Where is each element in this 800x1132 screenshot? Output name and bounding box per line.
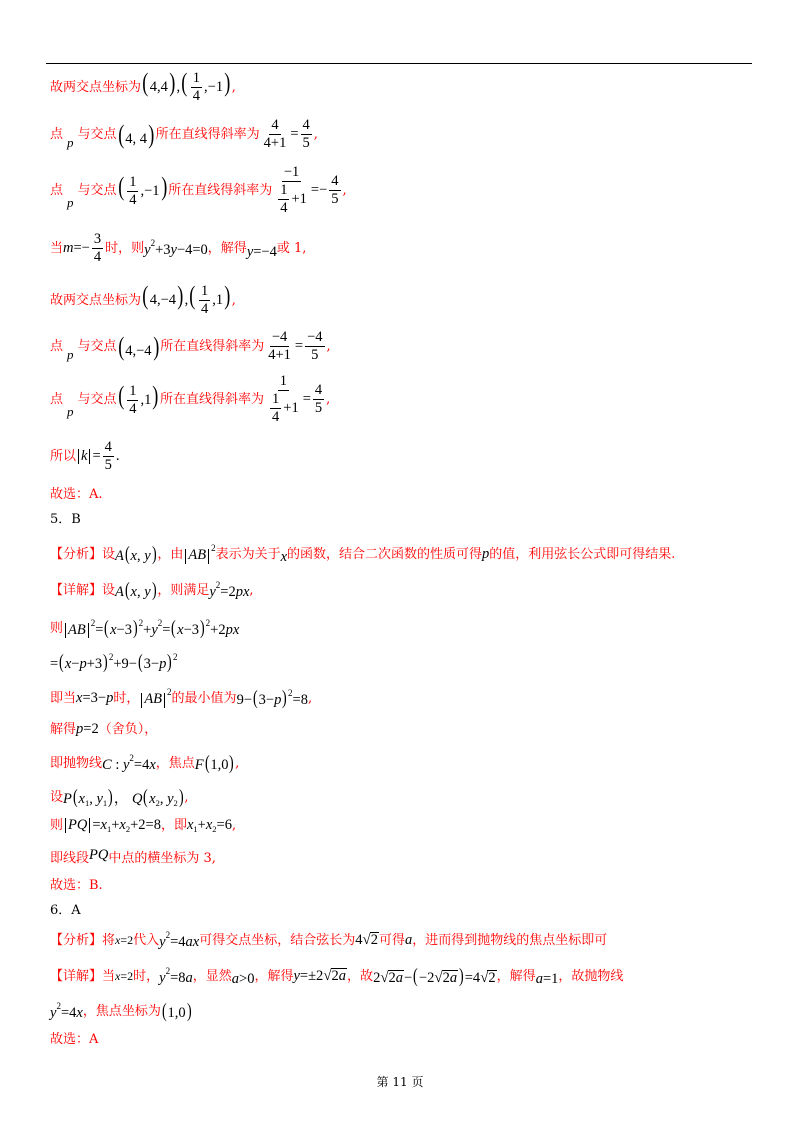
- math-y-roots: y=±2√2a: [293, 968, 347, 984]
- line-13: [50, 618, 239, 638]
- text: 则: [50, 620, 64, 636]
- math-expansion: AB $^2=(x-3)^2+y^2=(x-3)^2+2px$: [63, 618, 239, 638]
- text: 【详解】当: [50, 968, 116, 984]
- text: 与交点: [77, 339, 117, 355]
- math-slope-3: $\frac{-4}{4+1}$ = $\frac{-4}{5}$: [268, 329, 323, 364]
- math-equation: $y^2+3y-4=0$: [144, 238, 208, 259]
- line-2: 点 p 与交点 (4, 4) 所在直线得斜率为 $\frac{4}{4+1}$ = $\frac{4}{5}$ ,: [50, 117, 318, 152]
- math-focus: F(1,0): [194, 752, 235, 774]
- line-24: [50, 966, 623, 987]
- math-point-A: A(x, y): [115, 579, 157, 601]
- text: ，故: [347, 968, 374, 984]
- math-slope-2: −1 $\frac{1}{4}$ +1 =− $\frac{4}{5}$: [280, 164, 339, 217]
- answer-5: 5．B: [50, 512, 81, 527]
- math-point: (4,−4): [117, 331, 159, 361]
- math-a-pos: a>0: [231, 971, 255, 988]
- math-point: (4, 4): [117, 119, 155, 149]
- text: 所在直线得斜率为: [160, 339, 265, 355]
- math-intersection-points: (4,−4),( $\frac{1}{4}$ ,1): [142, 281, 231, 318]
- math-point: ( $\frac{1}{4}$ ,−1): [117, 171, 167, 208]
- text: 可得交点坐标，结合弦长为: [199, 932, 356, 948]
- math-chord-length: PQ $=x_1+x_2+2=8$: [63, 818, 161, 834]
- page-number: 第 11 页: [376, 1075, 424, 1089]
- math-point: ( $\frac{1}{4}$ ,1): [117, 380, 159, 417]
- math-focus-final: (1,0): [161, 1000, 192, 1022]
- text: 与交点: [77, 183, 117, 199]
- math-a-eq-1: a=1: [535, 971, 559, 988]
- text: 所在直线得斜率为: [168, 183, 273, 199]
- text: ，由: [157, 546, 184, 562]
- text: 【详解】设: [50, 582, 116, 598]
- text: 解得: [50, 721, 77, 737]
- text: 当: [50, 241, 64, 257]
- line-25: [50, 1001, 192, 1021]
- line-11: [50, 544, 675, 564]
- math-slope-4: 1 $\frac{1}{4}$ +1 = $\frac{4}{5}$: [272, 373, 323, 426]
- line-20: [50, 847, 216, 866]
- line-23: [50, 931, 607, 950]
- math-x: x: [280, 548, 288, 565]
- line-7: 点 p 与交点 ( $\frac{1}{4}$ ,1) 所在直线得斜率为 1 $\frac{1}{4}$ +1 = $\frac{4}{5}$ ,: [50, 373, 331, 426]
- text: 点: [50, 339, 64, 355]
- text: ，则满足: [157, 582, 210, 598]
- answer-6: 6．A: [50, 903, 81, 918]
- text: 设: [50, 789, 64, 805]
- text: 时，则: [105, 241, 145, 257]
- line-17: 即抛物线 C : $y^2=4x$ ，焦点 F(1,0) ,: [50, 752, 240, 774]
- text: 的函数，结合二次函数的性质可得: [287, 546, 483, 562]
- text: 可得: [378, 932, 405, 948]
- line-15: 即当 x=3−p 时， AB $^2$ 的最小值为 $9-(3-p)^2=8$ ,: [50, 687, 313, 709]
- line-26: 故选：A: [50, 1032, 99, 1047]
- math-m-value: m=− $\frac{3}{4}$: [63, 231, 102, 266]
- math-y-sq-8a: $y^2=8a$: [159, 966, 193, 987]
- text: 点: [50, 127, 64, 143]
- math-points-PQ: $P(x_1$, $y_1$)， $Q(x_2$, $y_2$): [63, 786, 184, 808]
- text: 时，: [133, 968, 160, 984]
- text: 与交点: [77, 127, 117, 143]
- text: 【分析】将: [50, 932, 116, 948]
- text: 时，: [113, 690, 140, 706]
- line-6: 点 p 与交点 (4,−4) 所在直线得斜率为 $\frac{-4}{4+1}$ = $\frac{-4}{5}$ ,: [50, 329, 331, 364]
- text: 与交点: [77, 392, 117, 408]
- line-9: 故选：A.: [50, 487, 103, 502]
- line-8: [50, 440, 120, 473]
- math-min-value: $9-(3-p)^2=8$: [236, 687, 308, 709]
- math-intersection-points: (4,4),( $\frac{1}{4}$ ,−1): [142, 68, 231, 105]
- text: 即线段: [50, 850, 90, 866]
- text: 所在直线得斜率为: [155, 127, 260, 143]
- text: 代入: [133, 932, 160, 948]
- text: 则: [50, 818, 64, 834]
- math-parabola: $y^2=2px$: [209, 579, 250, 600]
- text: ，即: [160, 818, 187, 834]
- text: 的值，利用弦长公式即可得结果.: [489, 546, 676, 562]
- line-21: 故选：B.: [50, 878, 103, 893]
- text: ，解得: [207, 241, 247, 257]
- math-abs-AB-sq: AB $^2$: [183, 544, 215, 563]
- text: ，焦点坐标为: [82, 1003, 161, 1019]
- text: ，进而得到抛物线的焦点坐标即可: [412, 932, 608, 948]
- math-abs-AB-sq: AB $^2$: [139, 688, 171, 707]
- text: 故两交点坐标为: [50, 292, 142, 308]
- math-parabola-final: $y^2=4x$: [50, 1000, 83, 1021]
- math-chord-eq: 2√2a−(−2√2a )=4√2: [373, 965, 496, 987]
- text: 所在直线得斜率为: [160, 392, 265, 408]
- text: （舍负），: [98, 721, 158, 737]
- math-x-eq-2: x=2: [115, 933, 134, 948]
- math-root: y=−4: [246, 244, 277, 261]
- math-slope-1: $\frac{4}{4+1}$ = $\frac{4}{5}$: [263, 117, 310, 152]
- line-19: 则 PQ $=x_1+x_2+2=8$ ，即 $x_1+x_2=6$ ,: [50, 817, 237, 834]
- math-p-value: p=2: [76, 721, 99, 737]
- text: 即抛物线: [50, 755, 103, 771]
- text: 【分析】设: [50, 546, 116, 562]
- text: ，解得: [254, 968, 294, 984]
- line-16: [50, 722, 157, 737]
- text: 的最小值为: [171, 690, 237, 706]
- line-5: 故两交点坐标为 (4,−4),( $\frac{1}{4}$ ,1) ,: [50, 281, 236, 318]
- text: 所以: [50, 449, 77, 465]
- text: 点: [50, 392, 64, 408]
- math-x-eq-2: x=2: [115, 969, 134, 984]
- text: 表示为关于: [215, 546, 281, 562]
- line-3: 点 p 与交点 ( $\frac{1}{4}$ ,−1) 所在直线得斜率为 −1 $\frac{1}{4}$ +1 =− $\frac{4}{5}$ ,: [50, 164, 347, 217]
- line-18: 设 $P(x_1$, $y_1$)， $Q(x_2$, $y_2$) ,: [50, 786, 189, 808]
- line-12: 【详解】设 A(x, y) ，则满足 $y^2=2px$ ,: [50, 579, 254, 601]
- text: 或 1,: [276, 241, 307, 257]
- math-point-A: A(x, y): [115, 543, 157, 565]
- math-abs-k: k = $\frac{4}{5}$ .: [76, 440, 120, 473]
- header-rule: [46, 63, 752, 64]
- text: ，显然: [192, 968, 232, 984]
- math-sum: $x_1+x_2=6$: [186, 817, 232, 834]
- math-chord-4sqrt2: 4√2: [355, 931, 378, 948]
- text: ，焦点: [155, 755, 195, 771]
- text: ，解得: [496, 968, 536, 984]
- math-x-value: x=3−p: [76, 689, 114, 706]
- line-4: [50, 232, 306, 265]
- math-completed-square: $=(x-p+3)^2+9-(3-p)^2$: [50, 651, 178, 673]
- text: 即当: [50, 690, 77, 706]
- text: ，故抛物线: [558, 968, 624, 984]
- math-p: p: [482, 545, 490, 562]
- math-PQ: PQ: [89, 847, 109, 863]
- text: 中点的横坐标为 3,: [108, 850, 216, 866]
- text: 点: [50, 183, 64, 199]
- line-1: 故两交点坐标为 (4,4),( $\frac{1}{4}$ ,−1) ,: [50, 68, 236, 105]
- math-parabola-C: C : $y^2=4x$: [102, 752, 156, 773]
- math-parabola-a: $y^2=4ax$: [159, 930, 200, 950]
- math-a: a: [404, 932, 413, 948]
- text: 故两交点坐标为: [50, 79, 142, 95]
- line-14: [50, 652, 177, 672]
